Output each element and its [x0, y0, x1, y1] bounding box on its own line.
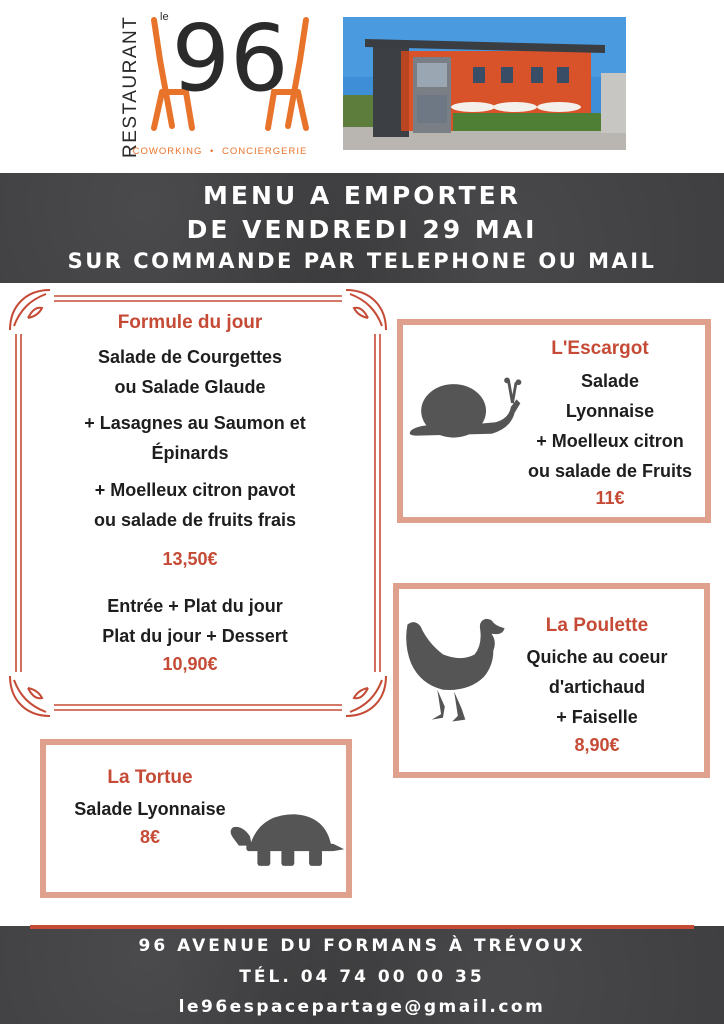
footer-email[interactable]: le96espacepartage@gmail.com: [178, 997, 546, 1017]
escargot-title: L'Escargot: [551, 338, 649, 359]
footer-phone[interactable]: TÉL. 04 74 00 00 35: [239, 967, 485, 987]
logo-le-word: le: [160, 11, 169, 23]
banner-line-2: DE VENDREDI 29 MAI: [186, 215, 538, 244]
banner-line-3: SUR COMMANDE PAR TELEPHONE OU MAIL: [67, 249, 657, 273]
footer-accent-line: [30, 925, 694, 929]
menu-header-banner: [0, 173, 724, 283]
formule-line: Salade de Courgettes: [97, 347, 283, 367]
restaurant-building-photo: [343, 17, 626, 150]
formule-line: + Moelleux citron pavot: [94, 480, 296, 500]
tortue-title: La Tortue: [107, 767, 193, 788]
formule-line: Épinards: [151, 443, 229, 463]
logo-number: 96: [171, 8, 289, 112]
escargot-line: + Moelleux citron: [536, 431, 684, 451]
footer-contact-banner: [0, 926, 724, 1024]
poulette-line: + Faiselle: [556, 707, 638, 727]
poulette-price: 8,90€: [574, 735, 620, 755]
formule-price-full: 13,50€: [162, 549, 218, 569]
formule-line: ou salade de fruits frais: [93, 510, 297, 530]
restaurant-logo: [110, 8, 330, 158]
formule-line: ou Salade Glaude: [114, 377, 266, 397]
logo-tagline: [133, 146, 308, 157]
footer-address: 96 AVENUE DU FORMANS À TRÉVOUX: [138, 936, 586, 956]
poulette-title: La Poulette: [545, 615, 649, 636]
formule-combo-line: Plat du jour + Dessert: [102, 626, 288, 646]
chicken-icon: [400, 614, 512, 732]
poulette-line: d'artichaud: [548, 677, 646, 697]
banner-line-1: MENU A EMPORTER: [203, 181, 521, 210]
escargot-line: ou salade de Fruits: [527, 461, 693, 481]
formule-combo-line: Entrée + Plat du jour: [107, 596, 283, 616]
escargot-line: Lyonnaise: [565, 401, 655, 421]
escargot-line: Salade: [580, 371, 640, 391]
formule-title: Formule du jour: [117, 312, 263, 333]
formule-line: + Lasagnes au Saumon et: [84, 413, 306, 433]
logo-tagline-separator: •: [210, 146, 215, 157]
escargot-price: 11€: [595, 488, 625, 508]
logo-tagline-left: COWORKING: [132, 146, 203, 157]
tortue-price: 8€: [139, 827, 161, 847]
tortue-line: Salade Lyonnaise: [74, 799, 226, 819]
logo-tagline-right: CONCIERGERIE: [221, 146, 308, 157]
formule-price-combo: 10,90€: [162, 654, 218, 674]
logo-restaurant-word: RESTAURANT: [120, 15, 141, 158]
poulette-line: Quiche au coeur: [526, 647, 668, 667]
